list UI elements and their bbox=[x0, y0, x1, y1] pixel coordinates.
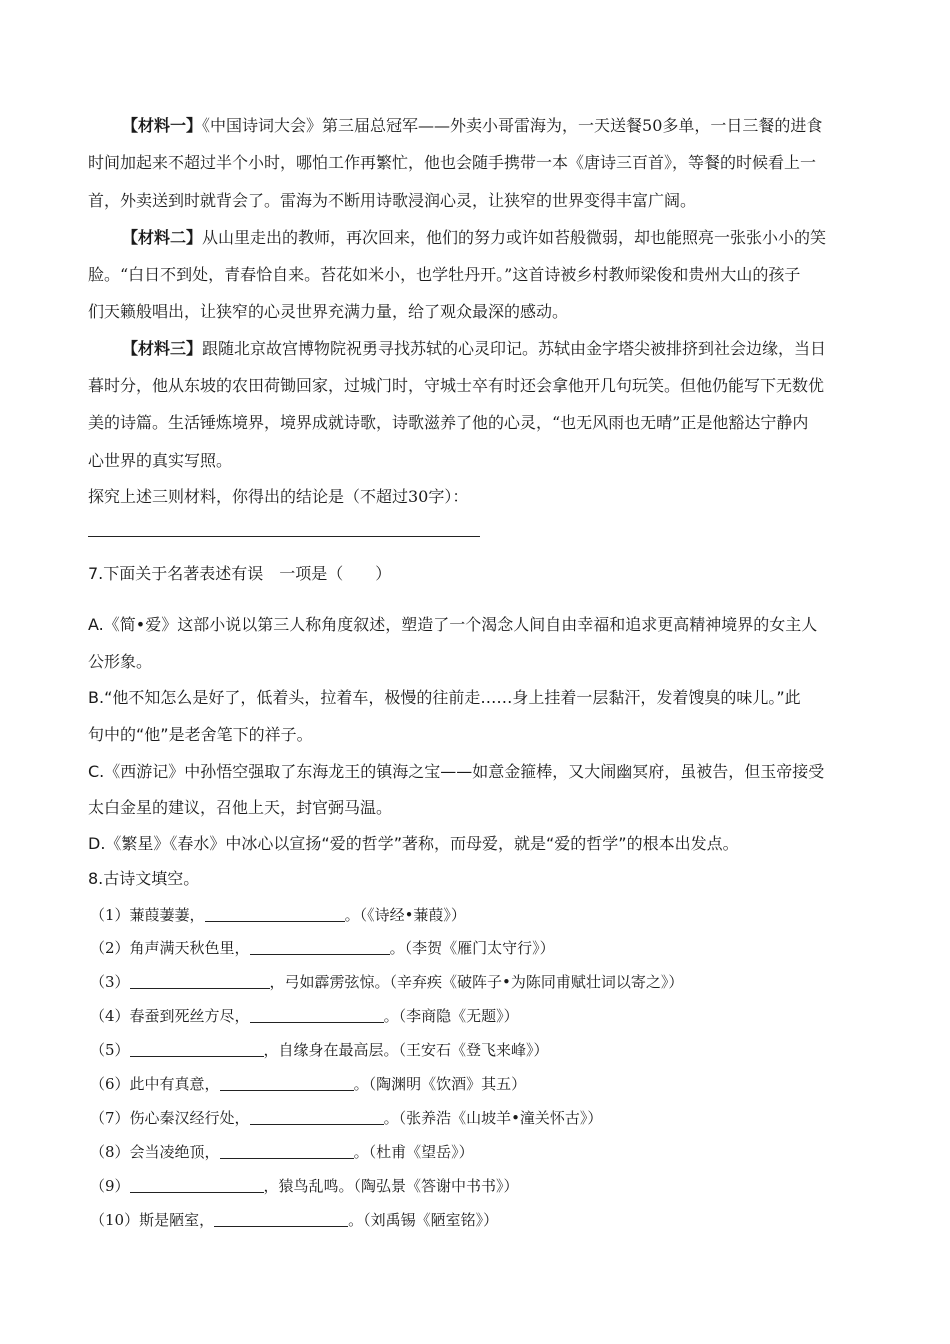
fill-blank-4[interactable] bbox=[250, 1006, 384, 1023]
q8-item-5: （5） ，自缘身在最高层。（王安石《登飞来峰》） bbox=[90, 1041, 549, 1059]
material-2-tag: 【材料二】 bbox=[122, 228, 203, 247]
material-3-line-2: 暮时分，他从东坡的农田荷锄回家，过城门时，守城士卒有时还会拿他开几句玩笑。但他仍能写下无数优 bbox=[88, 376, 825, 395]
explore-prompt: 探究上述三则材料，你得出的结论是（不超过30字）： bbox=[88, 487, 469, 506]
material-3-line-3: 美的诗篇。生活锤炼境界，境界成就诗歌，诗歌滋养了他的心灵，“也无风雨也无晴”正是他豁达宁静内 bbox=[88, 413, 809, 432]
q7-option-c-line-2: 太白金星的建议，召他上天，封官弼马温。 bbox=[88, 798, 393, 817]
q8-item-7: （7）伤心秦汉经行处， 。（张养浩《山坡羊•潼关怀古》） bbox=[90, 1109, 603, 1127]
q8-item-6: （6）此中有真意， 。（陶渊明《饮酒》其五） bbox=[90, 1075, 527, 1093]
material-1-line-3: 首，外卖送到时就背会了。雷海为不断用诗歌浸润心灵，让狭窄的世界变得丰富广阔。 bbox=[88, 191, 697, 210]
material-3-tag: 【材料三】 bbox=[122, 339, 203, 358]
q8-item-4: （4）春蚕到死丝方尽， 。（李商隐《无题》） bbox=[90, 1007, 519, 1025]
fill-blank-7[interactable] bbox=[250, 1108, 384, 1125]
fill-blank-10[interactable] bbox=[214, 1210, 348, 1227]
fill-blank-5[interactable] bbox=[130, 1040, 264, 1057]
q7-option-b-line-2: 句中的“他”是老舍笔下的祥子。 bbox=[88, 725, 313, 744]
material-1-line-1: 【材料一】《中国诗词大会》第三届总冠军——外卖小哥雷海为，一天送餐50多单，一日三餐的进食 bbox=[122, 116, 823, 135]
material-2-line-3: 们天籁般唱出，让狭窄的心灵世界充满力量，给了观众最深的感动。 bbox=[88, 302, 569, 321]
q8-item-8: （8）会当凌绝顶， 。（杜甫《望岳》） bbox=[90, 1143, 474, 1161]
fill-blank-2[interactable] bbox=[250, 938, 390, 955]
q8-item-1: （1）蒹葭萋萋， 。（《诗经•蒹葭》） bbox=[90, 906, 466, 924]
q7-option-d: D.《繁星》《春水》中冰心以宣扬“爱的哲学”著称，而母爱，就是“爱的哲学”的根本出发点。 bbox=[88, 834, 739, 853]
answer-blank-line[interactable] bbox=[88, 536, 480, 537]
material-2-line-2: 脸。“白日不到处，青春恰自来。苔花如米小，也学牡丹开。”这首诗被乡村教师梁俊和贵州大山的孩子 bbox=[88, 265, 801, 284]
material-1-line-2: 时间加起来不超过半个小时，哪怕工作再繁忙，他也会随手携带一本《唐诗三百首》，等餐的时候看上一 bbox=[88, 153, 817, 172]
q7-option-c-line-1: C.《西游记》中孙悟空强取了东海龙王的镇海之宝——如意金箍棒，又大闹幽冥府，虽被告，但玉帝接受 bbox=[88, 762, 825, 781]
q7-option-b-line-1: B.“他不知怎么是好了，低着头，拉着车，极慢的往前走……身上挂着一层黏汗，发着馊臭的味儿。”此 bbox=[88, 688, 801, 707]
material-3-line-1: 【材料三】跟随北京故宫博物院祝勇寻找苏轼的心灵印记。苏轼由金字塔尖被排挤到社会边缘，当日 bbox=[122, 339, 827, 358]
fill-blank-6[interactable] bbox=[220, 1074, 354, 1091]
material-3-line-4: 心世界的真实写照。 bbox=[88, 451, 233, 470]
q8-item-10: （10）斯是陋室， 。（刘禹锡《陋室铭》） bbox=[90, 1211, 499, 1229]
q8-item-3: （3） ，弓如霹雳弦惊。（辛弃疾《破阵子•为陈同甫赋壮词以寄之》） bbox=[90, 973, 684, 991]
q7-option-a-line-1: A.《简•爱》这部小说以第三人称角度叙述，塑造了一个渴念人间自由幸福和追求更高精神境界的女主人 bbox=[88, 615, 818, 634]
q8-stem: 8.古诗文填空。 bbox=[88, 869, 200, 888]
q8-item-2: （2）角声满天秋色里， 。（李贺《雁门太守行》） bbox=[90, 939, 555, 957]
material-1-tag: 【材料一】 bbox=[122, 116, 203, 135]
fill-blank-9[interactable] bbox=[130, 1176, 264, 1193]
fill-blank-1[interactable] bbox=[205, 905, 345, 922]
fill-blank-8[interactable] bbox=[220, 1142, 354, 1159]
q7-stem: 7.下面关于名著表述有误 一项是（ ） bbox=[88, 564, 392, 583]
fill-blank-3[interactable] bbox=[130, 972, 270, 989]
q7-option-a-line-2: 公形象。 bbox=[88, 652, 153, 671]
q8-item-9: （9） ，猿鸟乱鸣。（陶弘景《答谢中书书》） bbox=[90, 1177, 519, 1195]
material-2-line-1: 【材料二】从山里走出的教师，再次回来，他们的努力或许如苔般微弱，却也能照亮一张张小小的笑 bbox=[122, 228, 827, 247]
